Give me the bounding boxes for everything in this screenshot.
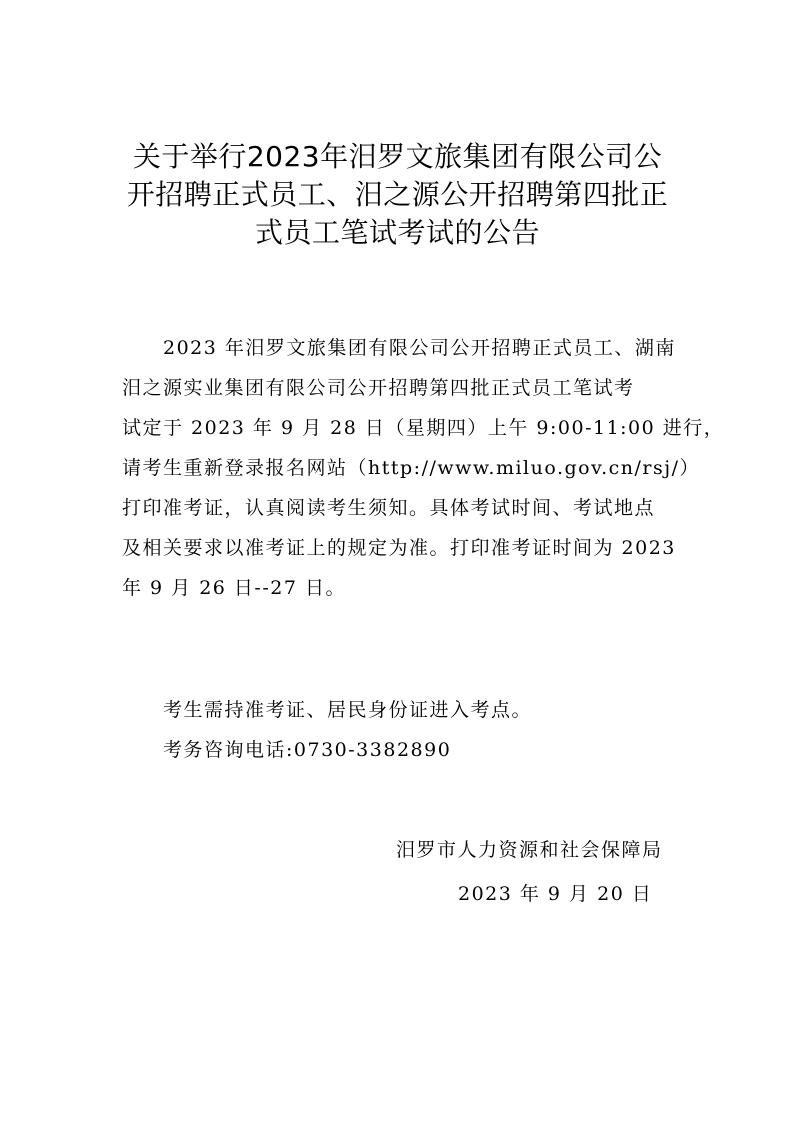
issue-date: 2023 年 9 月 20 日 xyxy=(458,883,653,905)
paragraph-line: 年 9 月 26 日--27 日。 xyxy=(122,577,346,599)
paragraph-line: 及相关要求以准考证上的规定为准。打印准考证时间为 2023 xyxy=(122,537,676,559)
notice-title xyxy=(110,138,685,252)
paragraph-line: 试定于 2023 年 9 月 28 日（星期四）上午 9:00-11:00 进行， xyxy=(122,417,725,439)
title-line: 开招聘正式员工、汨之源公开招聘第四批正 xyxy=(126,178,669,211)
paragraph-line: 打印准考证，认真阅读考生须知。具体考试时间、考试地点 xyxy=(122,497,656,519)
note-consult-phone: 考务咨询电话:0730-3382890 xyxy=(163,739,452,761)
paragraph-line: 2023 年汨罗文旅集团有限公司公开招聘正式员工、湖南 xyxy=(122,337,676,359)
notice-notes xyxy=(163,690,532,770)
issuer-name: 汨罗市人力资源和社会保障局 xyxy=(396,839,663,861)
title-line: 式员工笔试考试的公告 xyxy=(254,216,540,249)
note-id-requirement: 考生需持准考证、居民身份证进入考点。 xyxy=(163,699,533,721)
notice-paragraph xyxy=(122,328,724,608)
title-line: 关于举行2023年汨罗文旅集团有限公司公 xyxy=(132,140,663,173)
paragraph-line: 请考生重新登录报名网站（http://www.miluo.gov.cn/rsj/） xyxy=(122,457,701,479)
paragraph-line: 汨之源实业集团有限公司公开招聘第四批正式员工笔试考 xyxy=(122,377,635,399)
